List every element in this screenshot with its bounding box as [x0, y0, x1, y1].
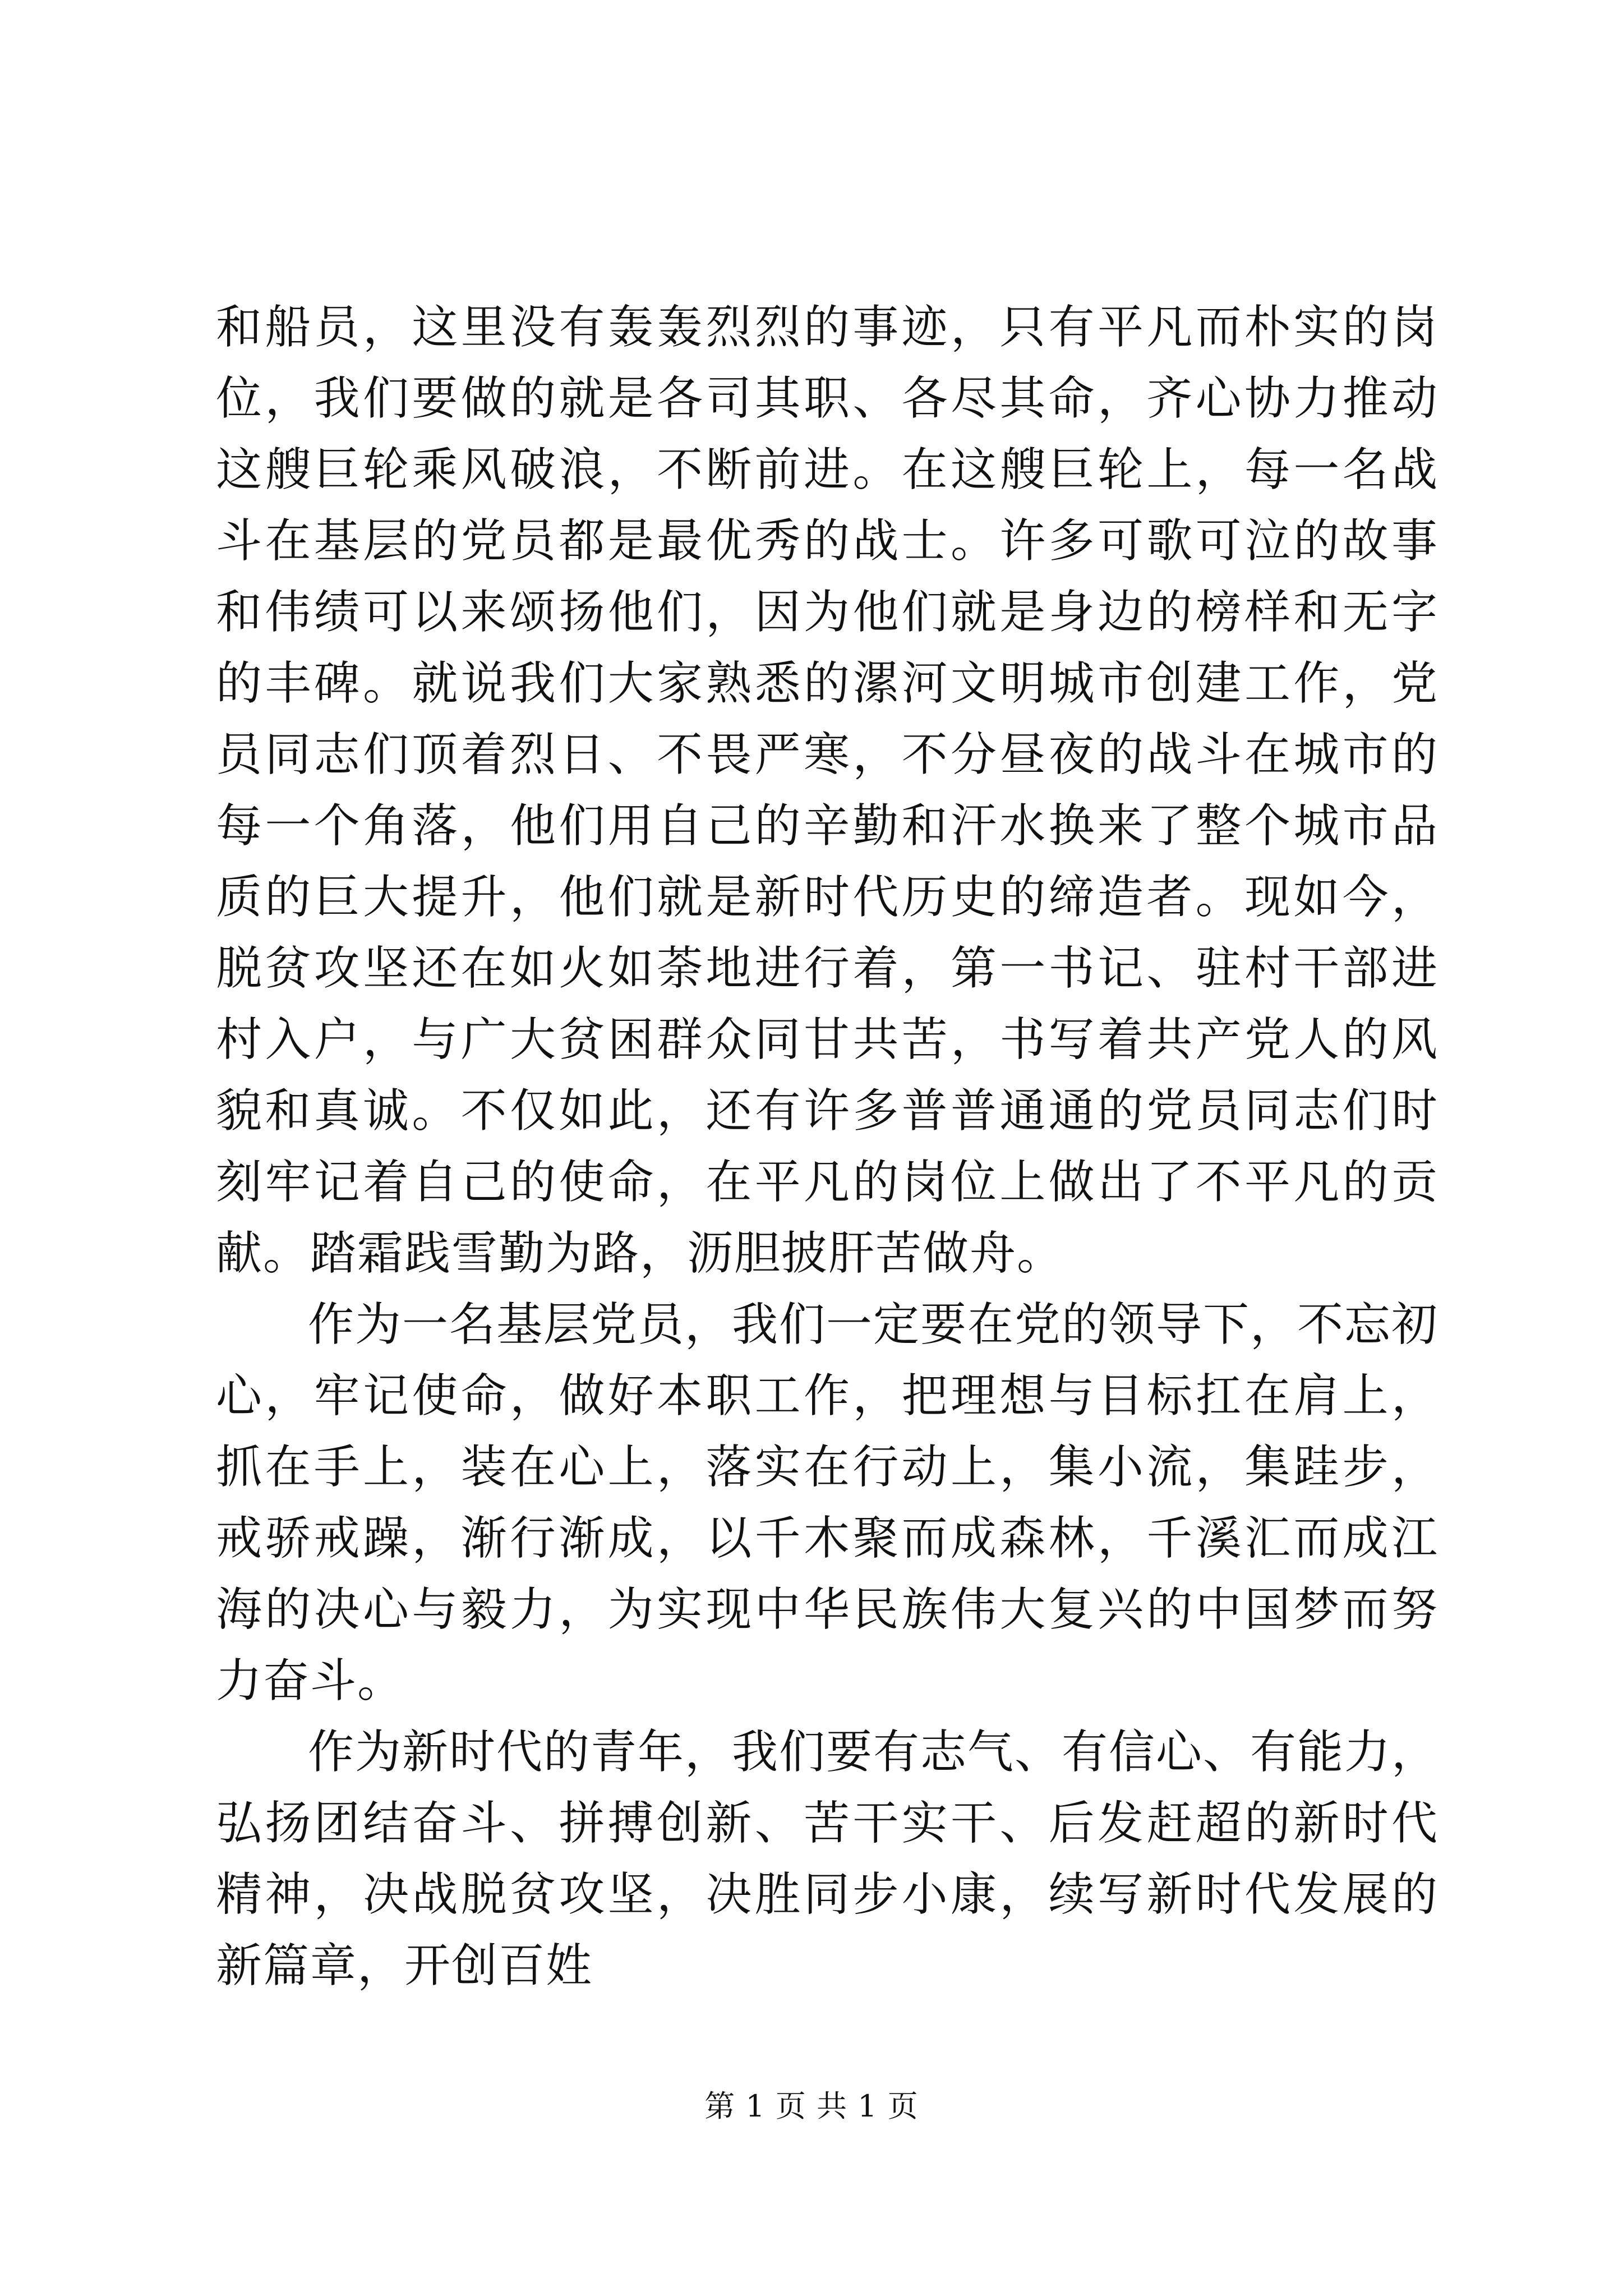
paragraph-3: 作为新时代的青年，我们要有志气、有信心、有能力，弘扬团结奋斗、拼搏创新、苦干实干、后发赶超的新时代精神，决战脱贫攻坚，决胜同步小康，续写新时代发展的新篇章，开创百姓 — [216, 1726, 1439, 1993]
paragraph-2: 作为一名基层党员，我们一定要在党的领导下，不忘初心，牢记使命，做好本职工作，把理想与目标扛在肩上，抓在手上，装在心上，落实在行动上，集小流，集跬步，戒骄戒躁，渐行渐成，以千木聚而成森林，千溪汇而成江海的决心与毅力，为实现中华民族伟大复兴的中国梦而努力奋斗。 — [216, 1298, 1439, 1708]
paragraph-1: 和船员，这里没有轰轰烈烈的事迹，只有平凡而朴实的岗位，我们要做的就是各司其职、各尽其命，齐心协力推动这艘巨轮乘风破浪，不断前进。在这艘巨轮上，每一名战斗在基层的党员都是最优秀的战士。许多可歌可泣的故事和伟绩可以来颂扬他们，因为他们就是身边的榜样和无字的丰碑。就说我们大家熟悉的漯河文明城市创建工作，党员同志们顶着烈日、不畏严寒，不分昼夜的战斗在城市的每一个角落，他们用自己的辛勤和汗水换来了整个城市品质的巨大提升，他们就是新时代历史的缔造者。现如今，脱贫攻坚还在如火如荼地进行着，第一书记、驻村干部进村入户，与广大贫困群众同甘共苦，书写着共产党人的风貌和真诚。不仅如此，还有许多普普通通的党员同志们时刻牢记着自己的使命，在平凡的岗位上做出了不平凡的贡献。踏霜践雪勤为路，沥胆披肝苦做舟。 — [216, 301, 1438, 1280]
page-footer: 第 1 页 共 1 页 — [704, 2088, 919, 2124]
document-body — [216, 292, 1438, 2001]
